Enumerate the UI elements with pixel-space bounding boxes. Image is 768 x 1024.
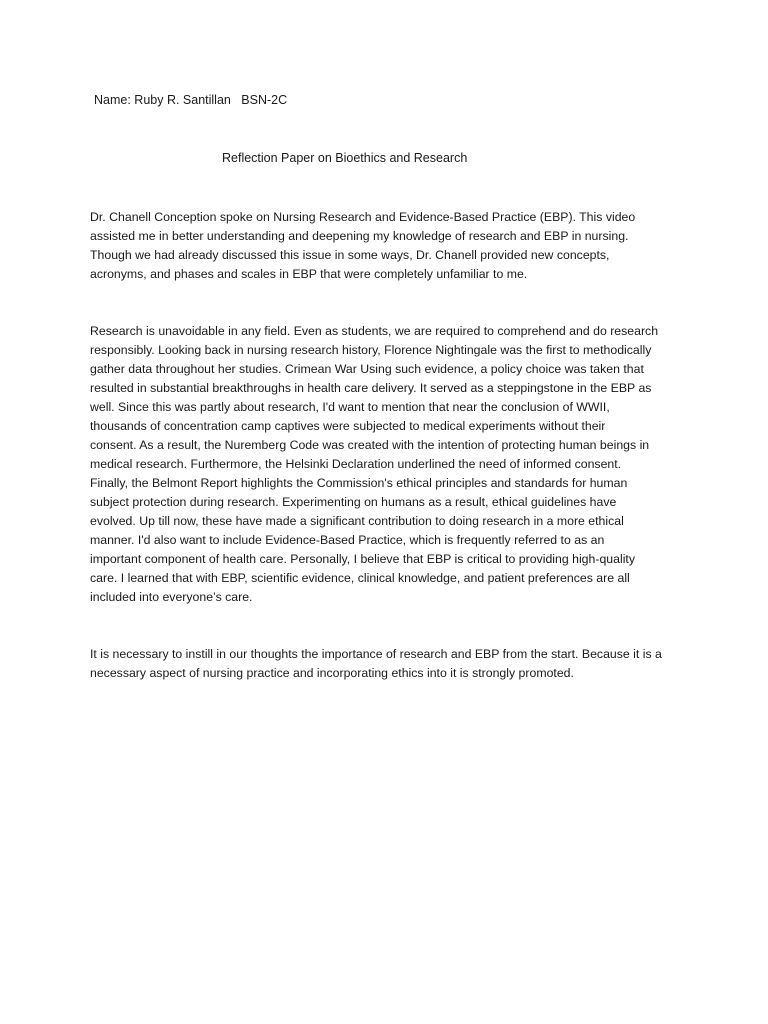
paragraph-line: thousands of concentration camp captives were subjected to medical experiments without their	[90, 419, 606, 433]
paragraph-conclusion	[90, 645, 670, 683]
paragraph-line: subject protection during research. Experimenting on humans as a result, ethical guidelines have	[90, 495, 617, 509]
paragraph-line: resulted in substantial breakthroughs in health care delivery. It served as a steppingstone in the EBP as	[90, 381, 652, 395]
student-name-line: Name: Ruby R. Santillan BSN-2C	[94, 93, 288, 107]
paragraph-line: assisted me in better understanding and deepening my knowledge of research and EBP in nursing.	[90, 229, 629, 243]
paragraph-line: responsibly. Looking back in nursing research history, Florence Nightingale was the first to methodically	[90, 343, 652, 357]
paragraph-line: Dr. Chanell Conception spoke on Nursing Research and Evidence-Based Practice (EBP). This video	[90, 210, 636, 224]
paragraph-line: acronyms, and phases and scales in EBP that were completely unfamiliar to me.	[90, 267, 528, 281]
paragraph-line: Though we had already discussed this issue in some ways, Dr. Chanell provided new concepts,	[90, 248, 610, 262]
paragraph-line: necessary aspect of nursing practice and incorporating ethics into it is strongly promoted.	[90, 666, 574, 680]
document-title: Reflection Paper on Bioethics and Research	[222, 151, 468, 165]
paragraph-line: well. Since this was partly about research, I'd want to mention that near the conclusion of WWII,	[90, 400, 610, 414]
paragraph-line: medical research. Furthermore, the Helsinki Declaration underlined the need of informed consent.	[90, 457, 622, 471]
paragraph-line: evolved. Up till now, these have made a significant contribution to doing research in a more ethical	[90, 514, 624, 528]
paragraph-body	[90, 322, 670, 607]
paragraph-line: Research is unavoidable in any field. Even as students, we are required to comprehend and do research	[90, 324, 659, 338]
paragraph-line: gather data throughout her studies. Crimean War Using such evidence, a policy choice was taken that	[90, 362, 644, 376]
paragraph-line: important component of health care. Personally, I believe that EBP is critical to providing high-quality	[90, 552, 635, 566]
paragraph-line: manner. I'd also want to include Evidence-Based Practice, which is frequently referred to as an	[90, 533, 605, 547]
paragraph-line: consent. As a result, the Nuremberg Code was created with the intention of protecting human beings in	[90, 438, 650, 452]
paragraph-line: It is necessary to instill in our thoughts the importance of research and EBP from the start. Because it is a	[90, 647, 662, 661]
paragraph-intro	[90, 208, 670, 284]
paragraph-line: care. I learned that with EBP, scientific evidence, clinical knowledge, and patient preferences are all	[90, 571, 630, 585]
paragraph-line: included into everyone’s care.	[90, 590, 253, 604]
paragraph-line: Finally, the Belmont Report highlights the Commission's ethical principles and standards for human	[90, 476, 628, 490]
